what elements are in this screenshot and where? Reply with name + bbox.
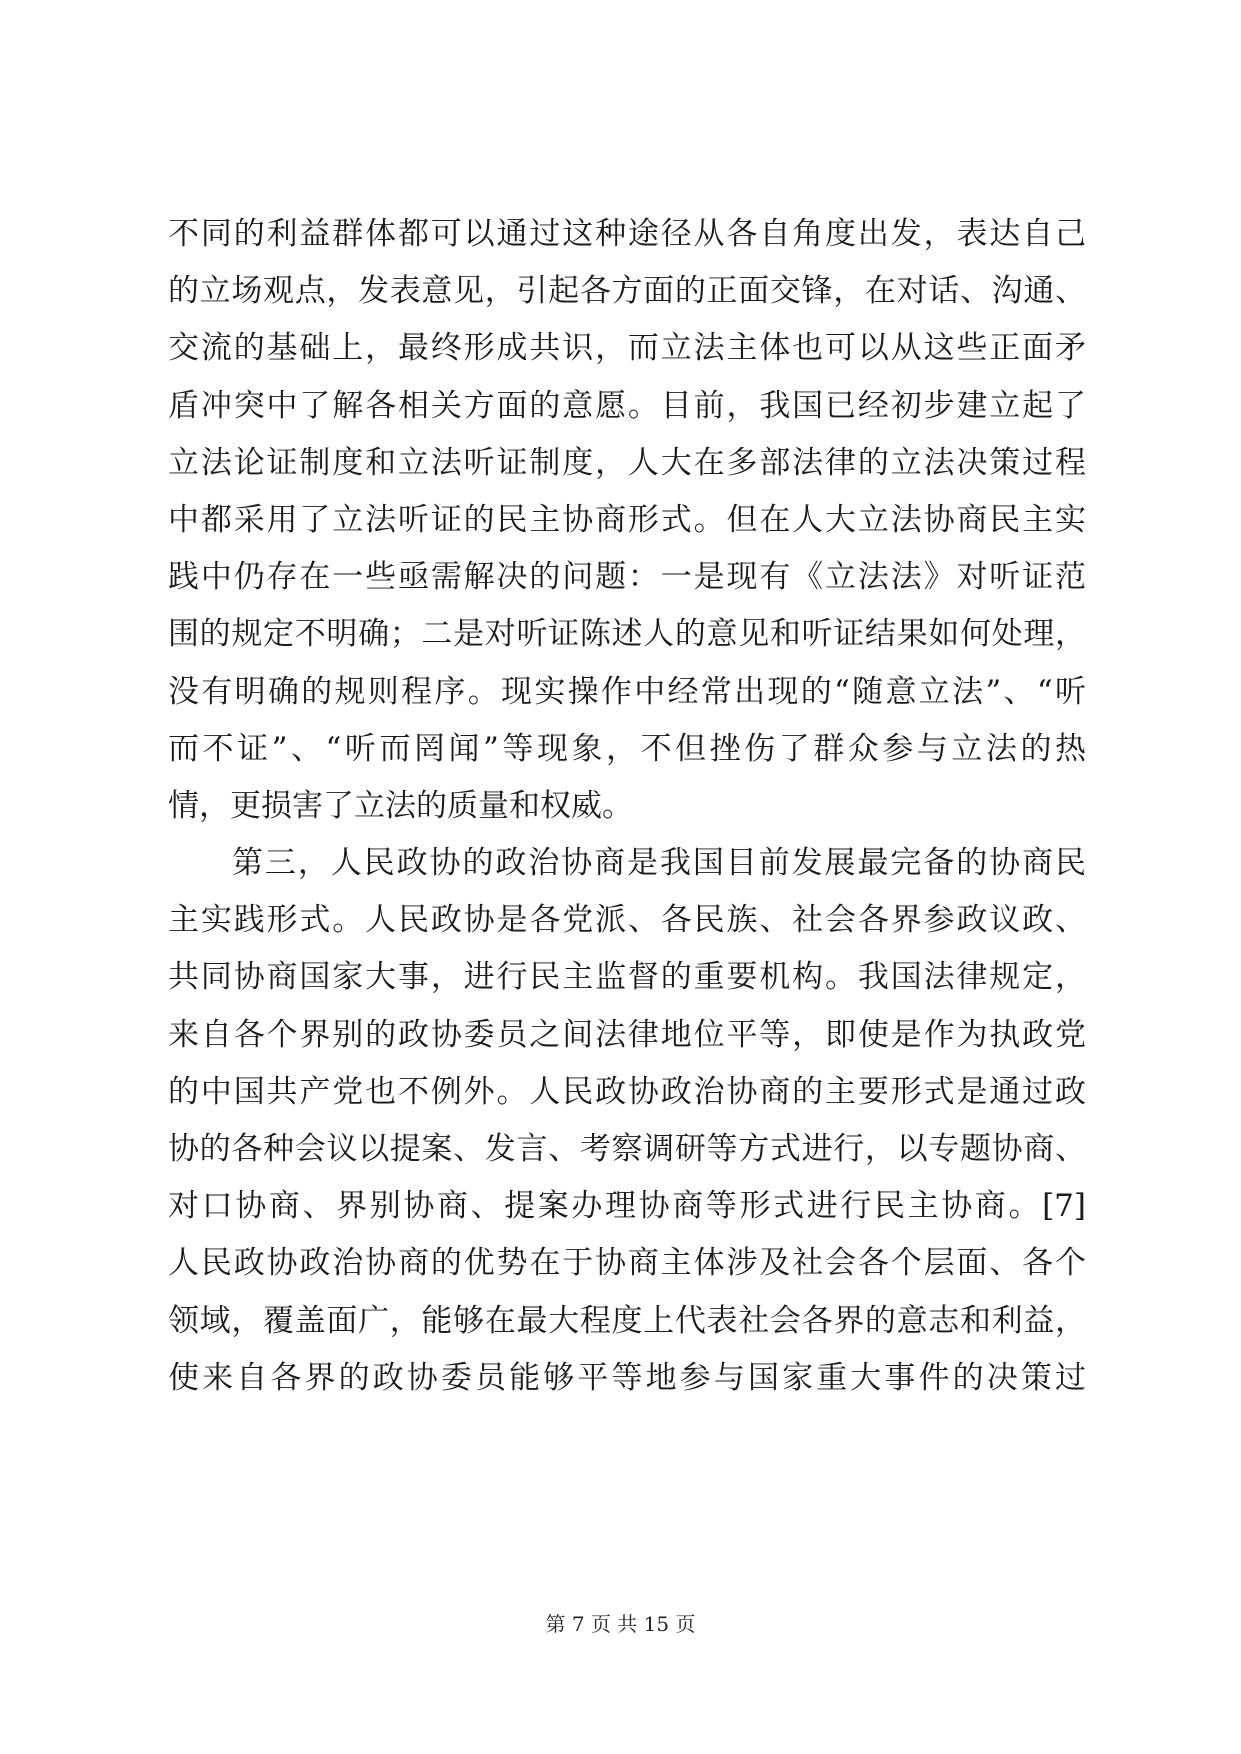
text-line: 领域，覆盖面广，能够在最大程度上代表社会各界的意志和利益， [168, 1302, 1086, 1339]
text-line: 使来自各界的政协委员能够平等地参与国家重大事件的决策过 [168, 1359, 1086, 1396]
paragraph-2 [168, 835, 1086, 1407]
text-line: 来自各个界别的政协委员之间法律地位平等，即使是作为执政党 [168, 1016, 1086, 1053]
paragraph-1 [168, 206, 1086, 835]
text-line: 践中仍存在一些亟需解决的问题：一是现有《立法法》对听证范 [168, 559, 1086, 596]
text-line: 对口协商、界别协商、提案办理协商等形式进行民主协商。[7] [168, 1188, 1086, 1225]
text-line: 情，更损害了立法的质量和权威。 [168, 787, 633, 824]
text-line: 盾冲突中了解各相关方面的意愿。目前，我国已经初步建立起了 [168, 387, 1086, 424]
text-line: 的中国共产党也不例外。人民政协政治协商的主要形式是通过政 [168, 1073, 1086, 1110]
text-line: 围的规定不明确；二是对听证陈述人的意见和听证结果如何处理， [168, 616, 1086, 653]
text-line: 立法论证制度和立法听证制度，人大在多部法律的立法决策过程 [168, 444, 1086, 481]
text-line: 人民政协政治协商的优势在于协商主体涉及社会各个层面、各个 [168, 1245, 1086, 1282]
text-line: 中都采用了立法听证的民主协商形式。但在人大立法协商民主实 [168, 501, 1086, 538]
text-line: 主实践形式。人民政协是各党派、各民族、社会各界参政议政、 [168, 902, 1086, 939]
text-line: 交流的基础上，最终形成共识，而立法主体也可以从这些正面矛 [168, 330, 1086, 367]
text-line: 不同的利益群体都可以通过这种途径从各自角度出发，表达自己 [168, 216, 1086, 252]
text-line: 没有明确的规则程序。现实操作中经常出现的“随意立法”、“听 [168, 673, 1086, 710]
text-line: 而不证”、“听而罔闻”等现象，不但挫伤了群众参与立法的热 [168, 730, 1086, 767]
text-line: 第三，人民政协的政治协商是我国目前发展最完备的协商民 [232, 845, 1086, 882]
text-line: 协的各种会议以提案、发言、考察调研等方式进行，以专题协商、 [168, 1131, 1086, 1167]
body-text [168, 206, 1086, 1407]
text-line: 的立场观点，发表意见，引起各方面的正面交锋，在对话、沟通、 [168, 273, 1086, 310]
text-line: 共同协商国家大事，进行民主监督的重要机构。我国法律规定， [168, 959, 1086, 996]
page-number-footer: 第 7 页 共 15 页 [545, 1612, 696, 1636]
